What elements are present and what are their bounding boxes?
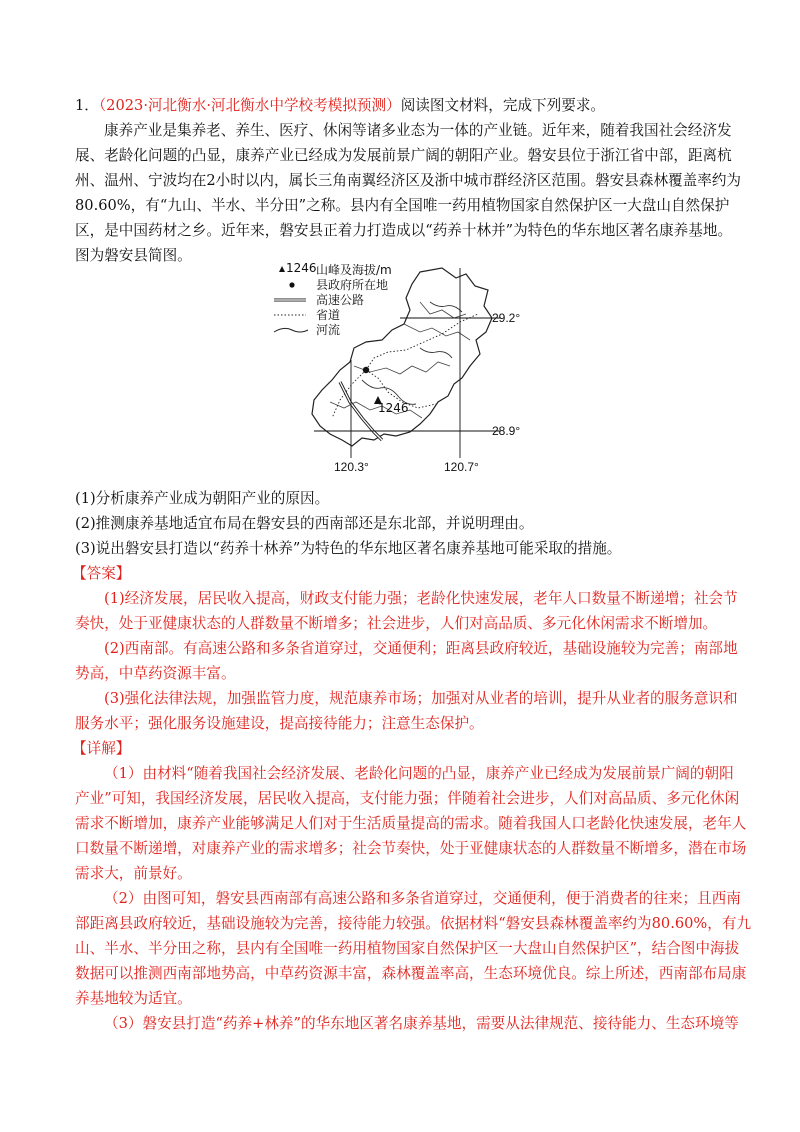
- answer-line: (1)经济发展，居民收入提高，财政支付能力强；老龄化快速发展，老年人口数量不断递增；社会节: [104, 590, 738, 607]
- legend-peak-label: 山峰及海拔/m: [316, 263, 392, 277]
- legend-peak-value: 1246: [286, 262, 317, 275]
- answer-line: (3)强化法律法规，加强监管力度，规范康养市场；加强对从业者的培训，提升从业者的服务意识和: [104, 690, 738, 707]
- legend-river-label: 河流: [316, 323, 341, 337]
- lat-south-label: 28.9°: [492, 424, 521, 438]
- legend-gov-label: 县政府所在地: [316, 278, 389, 292]
- explanation-line: 需求不断增加，康养产业能够满足人们对于生活质量提高的需求。随着我国人口老龄化快速发展，老年人: [75, 815, 747, 832]
- answer-line: 奏快，处于亚健康状态的人群数量不断增多；社会进步，人们对高品质、多元化休闲需求不断增加。: [75, 615, 718, 632]
- sub-question: (3)说出磐安县打造以“药养十林养”为特色的华东地区著名康养基地可能采取的措施。: [75, 540, 622, 557]
- legend-highway-label: 高速公路: [316, 293, 365, 307]
- explanation-line: 养基地较为适宜。: [75, 990, 192, 1007]
- provincial-road: [366, 314, 478, 370]
- provincial-road: [332, 370, 366, 418]
- lat-north-label: 29.2°: [492, 311, 521, 325]
- question-number: 1．: [75, 97, 99, 114]
- material-line: 图为磐安县简图。: [75, 247, 192, 264]
- material-line: 80.60%，有“九山、半水、半分田”之称。县内有全国唯一药用植物国家自然保护区一大盘山自然保护: [75, 197, 730, 214]
- explanation-line: 部距离县政府较近，基础设施较为完善，接待能力较强。依据材料“磐安县森林覆盖率约为80.60%，有九: [75, 915, 752, 932]
- material-line: 区，是中国药材之乡。近年来，磐安县正着力打造成以“药养十林并”为特色的华东地区著名康养基地。: [75, 222, 733, 239]
- material-line: 展、老龄化问题的凸显，康养产业已经成为发展前景广阔的朝阳产业。磐安县位于浙江省中部，距离杭: [75, 147, 732, 164]
- lon-west-label: 120.3°: [334, 460, 369, 474]
- explanation-line: （3）磐安县打造“药养+林养”的华东地区著名康养基地，需要从法律规范、接待能力、生态环境等: [104, 1015, 739, 1032]
- answer-line: 服务水平；强化服务设施建设，提高接待能力；注意生态保护。: [75, 715, 484, 732]
- county-gov-dot: [363, 367, 369, 373]
- river-line: [420, 348, 452, 358]
- explanation-line: 产业”可知，我国经济发展，居民收入提高，支付能力强；伴随着社会进步，人们对高品质、多元化休闲: [75, 790, 740, 807]
- peak-value: 1246: [378, 401, 409, 415]
- question-header: [75, 96, 800, 116]
- river-line: [430, 302, 462, 312]
- explanation-line: 山、半水、半分田之称，县内有全国唯一药用植物国家自然保护区一大盘山自然保护区”，结合图中海拔: [75, 940, 740, 957]
- question-prompt: 阅读图文材料，完成下列要求。: [400, 97, 606, 114]
- answer-line: (2)西南部。有高速公路和多条省道穿过，交通便利；距离县政府较近，基础设施较为完善；南部地: [104, 640, 738, 657]
- panan-county-map: [270, 262, 525, 480]
- material-line: 康养产业是集养老、养生、医疗、休闲等诸多业态为一体的产业链。近年来，随着我国社会经济发: [104, 122, 732, 139]
- sub-question: (2)推测康养基地适宜布局在磐安县的西南部还是东北部，并说明理由。: [75, 515, 534, 532]
- explanation-line: 口数量不断递增，对康养产业的需求增多；社会节奏快，处于亚健康状态的人群数量不断增多，潜在市场: [75, 840, 747, 857]
- explanation-line: （2）由图可知，磐安县西南部有高速公路和多条省道穿过，交通便利，便于消费者的往来；且西南: [104, 890, 741, 907]
- answer-line: 势高，中草药资源丰富。: [75, 665, 236, 682]
- explanation-heading: 【详解】: [72, 740, 131, 757]
- explanation-line: 数据可以推测西南部地势高，中草药资源丰富，森林覆盖率高，生态环境优良。综上所述，西南部布局康: [75, 965, 747, 982]
- explanation-line: （1）由材料“随着我国社会经济发展、老龄化问题的凸显，康养产业已经成为发展前景广阔的朝阳: [104, 765, 734, 782]
- answer-heading: 【答案】: [72, 565, 131, 582]
- legend-provincial-label: 省道: [316, 308, 341, 322]
- sub-question: (1)分析康养产业成为朝阳产业的原因。: [75, 490, 330, 507]
- lon-east-label: 120.7°: [444, 460, 479, 474]
- explanation-line: 需求大，前景好。: [75, 865, 192, 882]
- material-line: 州、温州、宁波均在2小时以内，属长三角南翼经济区及浙中城市群经济区范围。磐安县森林覆盖率约为: [75, 172, 742, 189]
- question-source: （2023·河北衡水·河北衡水中学校考模拟预测）: [98, 97, 401, 114]
